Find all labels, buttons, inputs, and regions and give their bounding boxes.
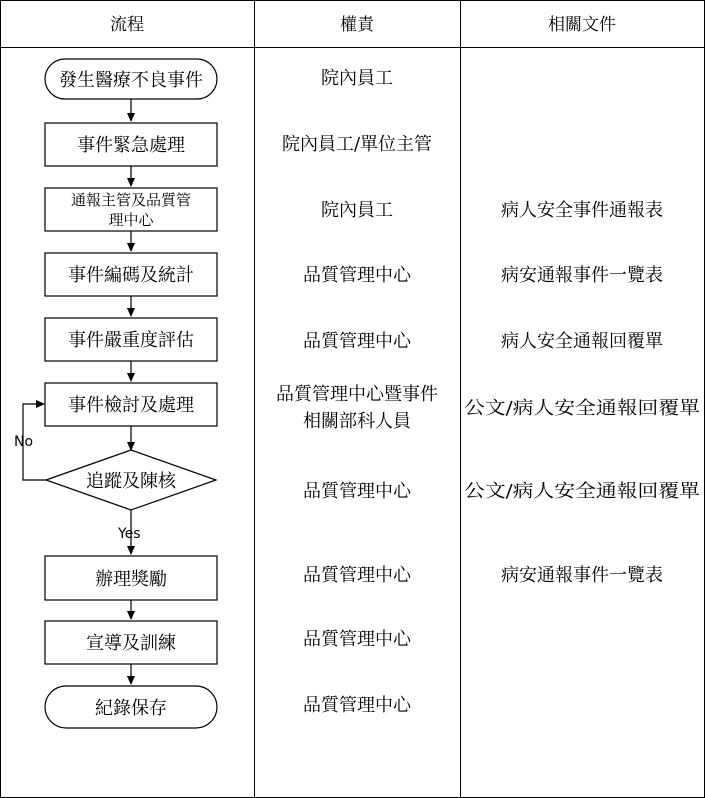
document-4: 病安通報事件一覽表 <box>501 265 663 286</box>
responsible-5: 品質管理中心 <box>303 331 411 352</box>
responsible-2: 院內員工/單位主管 <box>281 134 433 155</box>
document-6: 公文/病人安全通報回覆單 <box>464 398 669 419</box>
header-process: 流程 <box>110 15 144 35</box>
responsible-9: 品質管理中心 <box>303 629 411 650</box>
step-7-label: 追蹤及陳核 <box>86 471 176 492</box>
responsible-6-line1: 品質管理中心暨事件 <box>276 384 438 405</box>
step-2-label: 事件緊急處理 <box>77 135 185 156</box>
branch-no-label: No <box>14 434 34 450</box>
responsible-6-line2: 相關部科人員 <box>303 411 411 432</box>
document-5: 病人安全通報回覆單 <box>501 331 663 352</box>
responsible-10: 品質管理中心 <box>303 695 411 716</box>
step-3-label-line2: 理中心 <box>108 211 154 229</box>
flow-shapes <box>45 59 217 728</box>
step-3-label-line1: 通報主管及品質管 <box>70 191 192 209</box>
document-8: 病安通報事件一覽表 <box>501 565 663 586</box>
step-10-label: 紀錄保存 <box>95 698 167 719</box>
step-9-label: 宣導及訓練 <box>86 633 176 654</box>
responsible-8: 品質管理中心 <box>303 565 411 586</box>
responsible-7: 品質管理中心 <box>303 481 411 502</box>
header-documents: 相關文件 <box>548 15 616 35</box>
responsible-4: 品質管理中心 <box>303 265 411 286</box>
responsible-1: 院內員工 <box>321 68 393 89</box>
step-1-label: 發生醫療不良事件 <box>59 70 203 91</box>
step-4-label: 事件編碼及統計 <box>68 265 194 286</box>
step-5-label: 事件嚴重度評估 <box>68 330 194 351</box>
step-6-label: 事件檢討及處理 <box>68 395 194 416</box>
branch-yes-label: Yes <box>118 526 141 542</box>
document-3: 病人安全事件通報表 <box>501 200 663 221</box>
header-responsibility: 權責 <box>340 15 374 35</box>
responsible-3: 院內員工 <box>321 200 393 221</box>
document-7: 公文/病人安全通報回覆單 <box>464 481 669 502</box>
step-8-label: 辦理獎勵 <box>95 569 167 590</box>
